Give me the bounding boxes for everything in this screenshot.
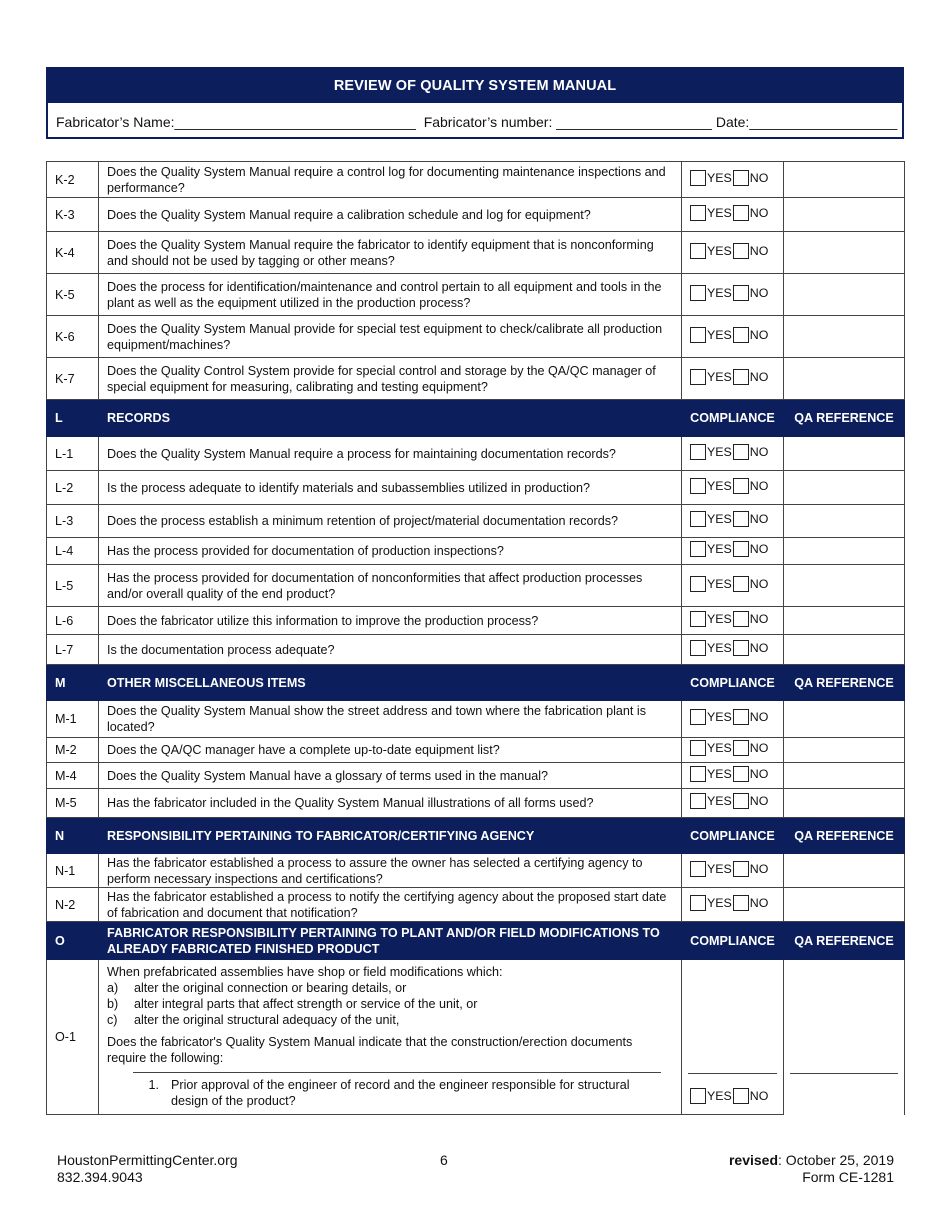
revised-label: revised	[728, 1152, 779, 1168]
list-item: b) alter integral parts that affect strength or service of the unit, or	[107, 997, 478, 1011]
yes-checkbox[interactable]	[690, 611, 706, 627]
no-label: NO	[749, 741, 769, 755]
question-row	[47, 471, 905, 505]
yes-label: YES	[707, 1089, 732, 1103]
question-text: Has the process provided for documentation of nonconformities that affect production processes and/or overall quality of the end product?	[99, 565, 682, 607]
question-row	[47, 198, 905, 232]
qa-reference-header: QA REFERENCE	[784, 818, 905, 854]
no-checkbox[interactable]	[733, 740, 749, 756]
yes-label: YES	[707, 794, 732, 808]
question-code: M-4	[47, 763, 99, 789]
review-table	[46, 161, 905, 1115]
question-code: O-1	[47, 960, 99, 1115]
question-code: L-1	[47, 437, 99, 471]
compliance-cell	[682, 960, 784, 1115]
compliance-cell	[682, 789, 784, 818]
qa-reference-input[interactable]	[784, 854, 905, 888]
compliance-cell	[682, 565, 784, 607]
qa-reference-input[interactable]	[784, 274, 905, 316]
no-label: NO	[749, 1089, 769, 1103]
no-checkbox[interactable]	[733, 327, 749, 343]
no-checkbox[interactable]	[733, 576, 749, 592]
form-number: Form CE-1281	[802, 1169, 894, 1185]
question-text: Does the fabricator utilize this information to improve the production process?	[99, 607, 682, 635]
question-text: Does the Quality System Manual show the street address and town where the fabrication plant is located?	[99, 701, 682, 738]
question-text: Is the documentation process adequate?	[99, 635, 682, 665]
yes-checkbox[interactable]	[690, 285, 706, 301]
compliance-header: COMPLIANCE	[682, 818, 784, 854]
date-field[interactable]: ___________________	[749, 114, 898, 130]
question-row	[47, 635, 905, 665]
no-checkbox[interactable]	[733, 369, 749, 385]
form-title: REVIEW OF QUALITY SYSTEM MANUAL	[48, 69, 902, 103]
yes-label: YES	[707, 542, 732, 556]
compliance-cell	[682, 505, 784, 538]
qa-reference-input[interactable]	[784, 565, 905, 607]
yes-checkbox[interactable]	[690, 327, 706, 343]
question-text: Does the process for identification/maintenance and control pertain to all equipment and tools in the plant as well as the equipment utilized in the production process?	[99, 274, 682, 316]
sub-number: 1.	[148, 1078, 159, 1092]
section-title: RESPONSIBILITY PERTAINING TO FABRICATOR/CERTIFYING AGENCY	[99, 818, 682, 854]
yes-label: YES	[707, 576, 732, 591]
question-row	[47, 274, 905, 316]
fabricator-name-label: Fabricator’s Name:	[56, 114, 175, 130]
qa-reference-input[interactable]	[784, 888, 905, 922]
qa-reference-input[interactable]	[784, 789, 905, 818]
yes-label: YES	[707, 766, 732, 781]
question-code: K-7	[47, 358, 99, 400]
yes-checkbox[interactable]	[690, 541, 706, 557]
compliance-cell	[682, 701, 784, 738]
form-header	[46, 67, 904, 139]
compliance-cell	[682, 162, 784, 198]
footer-website: HoustonPermittingCenter.org	[57, 1152, 238, 1168]
no-label: NO	[749, 710, 769, 724]
compliance-cell	[682, 538, 784, 565]
yes-checkbox[interactable]	[690, 511, 706, 527]
no-label: NO	[749, 611, 769, 626]
question-code: N-1	[47, 854, 99, 888]
question-code: L-6	[47, 607, 99, 635]
yes-checkbox[interactable]	[690, 444, 706, 460]
section-code: O	[47, 922, 99, 960]
question-row	[47, 763, 905, 789]
question-row	[47, 316, 905, 358]
o1-intro: When prefabricated assemblies have shop or field modifications which:	[107, 965, 503, 979]
yes-checkbox[interactable]	[690, 895, 706, 911]
section-title: RECORDS	[99, 400, 682, 437]
question-row	[47, 162, 905, 198]
question-row	[47, 565, 905, 607]
yes-label: YES	[707, 710, 732, 724]
qa-reference-input[interactable]	[784, 538, 905, 565]
compliance-cell	[682, 198, 784, 232]
question-row	[47, 538, 905, 565]
qa-reference-header: QA REFERENCE	[784, 400, 905, 437]
compliance-cell	[682, 635, 784, 665]
compliance-cell	[682, 607, 784, 635]
section-header-row	[47, 922, 905, 960]
compliance-cell	[682, 316, 784, 358]
question-text: Does the Quality Control System provide for special control and storage by the QA/QC manager of special equipment for measuring, calibrating and testing equipment?	[99, 358, 682, 400]
qa-reference-input[interactable]	[784, 198, 905, 232]
yes-label: YES	[707, 369, 732, 384]
no-checkbox[interactable]	[733, 170, 749, 186]
section-header-row	[47, 400, 905, 437]
section-code: L	[47, 400, 99, 437]
yes-label: YES	[707, 861, 732, 876]
question-row	[47, 358, 905, 400]
yes-checkbox[interactable]	[690, 170, 706, 186]
compliance-cell	[682, 854, 784, 888]
yes-label: YES	[707, 512, 732, 526]
no-checkbox[interactable]	[733, 205, 749, 221]
question-row	[47, 888, 905, 922]
no-label: NO	[749, 285, 769, 300]
list-item: c) alter the original structural adequacy of the unit,	[107, 1013, 400, 1027]
yes-checkbox[interactable]	[690, 1088, 706, 1104]
compliance-cell	[682, 738, 784, 763]
section-code: N	[47, 818, 99, 854]
no-label: NO	[749, 895, 769, 910]
yes-checkbox[interactable]	[690, 576, 706, 592]
no-checkbox[interactable]	[733, 611, 749, 627]
yes-label: YES	[707, 170, 732, 185]
yes-label: YES	[707, 327, 732, 342]
question-text: Does the Quality System Manual require a calibration schedule and log for equipment?	[99, 198, 682, 232]
compliance-cell	[682, 232, 784, 274]
qa-reference-input[interactable]	[784, 358, 905, 400]
list-item: a) alter the original connection or bearing details, or	[107, 981, 407, 995]
question-code: M-5	[47, 789, 99, 818]
qa-reference-input[interactable]	[784, 738, 905, 763]
o1-sub-question	[133, 1072, 661, 1114]
question-code: K-4	[47, 232, 99, 274]
question-row	[47, 437, 905, 471]
yes-checkbox[interactable]	[690, 478, 706, 494]
qa-reference-input[interactable]	[784, 505, 905, 538]
footer-right	[729, 1152, 894, 1186]
question-code: L-7	[47, 635, 99, 665]
section-title: FABRICATOR RESPONSIBILITY PERTAINING TO PLANT AND/OR FIELD MODIFICATIONS TO ALREADY FABRICATED FINISHED PRODUCT	[99, 922, 682, 960]
question-text: Does the Quality System Manual provide for special test equipment to check/calibrate all production equipment/machines?	[99, 316, 682, 358]
yes-label: YES	[707, 640, 732, 655]
date-label: Date:	[715, 114, 750, 130]
question-row	[47, 607, 905, 635]
question-text: Has the process provided for documentation of production inspections?	[99, 538, 682, 565]
footer-phone: 832.394.9043	[57, 1169, 143, 1185]
question-row	[47, 701, 905, 738]
yes-checkbox[interactable]	[690, 369, 706, 385]
no-label: NO	[749, 170, 769, 185]
question-row-o1	[47, 960, 905, 1115]
question-code: K-2	[47, 162, 99, 198]
page-number: 6	[440, 1152, 448, 1168]
question-row	[47, 854, 905, 888]
qa-reference-input[interactable]	[784, 162, 905, 198]
no-label: NO	[749, 794, 769, 808]
question-text: Is the process adequate to identify materials and subassemblies utilized in production?	[99, 471, 682, 505]
no-label: NO	[749, 369, 769, 384]
question-code: N-2	[47, 888, 99, 922]
no-checkbox[interactable]	[733, 511, 749, 527]
sub-text: Prior approval of the engineer of record and the engineer responsible for structural design of the product?	[171, 1078, 630, 1108]
no-label: NO	[749, 542, 769, 556]
no-checkbox[interactable]	[733, 1088, 749, 1104]
o1-condition-list	[107, 980, 661, 1028]
question-row	[47, 738, 905, 763]
question-row	[47, 232, 905, 274]
no-label: NO	[749, 444, 769, 459]
question-code: L-2	[47, 471, 99, 505]
yes-checkbox[interactable]	[690, 709, 706, 725]
yes-label: YES	[707, 285, 732, 300]
footer-left	[57, 1152, 238, 1186]
section-header-row	[47, 665, 905, 701]
question-row	[47, 505, 905, 538]
qa-reference-input[interactable]	[784, 437, 905, 471]
no-checkbox[interactable]	[733, 478, 749, 494]
no-checkbox[interactable]	[733, 895, 749, 911]
compliance-header: COMPLIANCE	[682, 400, 784, 437]
question-code: K-5	[47, 274, 99, 316]
question-code: M-1	[47, 701, 99, 738]
no-label: NO	[749, 576, 769, 591]
qa-reference-input[interactable]	[784, 960, 905, 1115]
question-text: Does the Quality System Manual require a process for maintaining documentation records?	[99, 437, 682, 471]
question-text: Does the QA/QC manager have a complete up-to-date equipment list?	[99, 738, 682, 763]
o1-text-cell	[99, 960, 682, 1115]
question-text: Has the fabricator included in the Quality System Manual illustrations of all forms used?	[99, 789, 682, 818]
no-checkbox[interactable]	[733, 243, 749, 259]
question-code: K-3	[47, 198, 99, 232]
yes-checkbox[interactable]	[690, 205, 706, 221]
no-label: NO	[749, 478, 769, 493]
compliance-cell	[682, 888, 784, 922]
yes-checkbox[interactable]	[690, 640, 706, 656]
no-checkbox[interactable]	[733, 444, 749, 460]
yes-label: YES	[707, 611, 732, 626]
question-text: Has the fabricator established a process to assure the owner has selected a certifying agency to perform necessary inspections and certifications?	[99, 854, 682, 888]
no-checkbox[interactable]	[733, 766, 749, 782]
yes-checkbox[interactable]	[690, 793, 706, 809]
yes-label: YES	[707, 205, 732, 220]
fabricator-number-field[interactable]: ____________________	[556, 114, 712, 130]
no-checkbox[interactable]	[733, 793, 749, 809]
question-code: L-4	[47, 538, 99, 565]
yes-label: YES	[707, 478, 732, 493]
compliance-cell	[682, 471, 784, 505]
no-label: NO	[749, 327, 769, 342]
o1-question: Does the fabricator's Quality System Manual indicate that the construction/erection documents require the following:	[107, 1035, 633, 1065]
qa-reference-input[interactable]	[784, 607, 905, 635]
fabricator-name-field[interactable]: _______________________________	[174, 114, 416, 130]
qa-reference-header: QA REFERENCE	[784, 665, 905, 701]
yes-checkbox[interactable]	[690, 243, 706, 259]
compliance-cell	[682, 274, 784, 316]
qa-reference-input[interactable]	[784, 635, 905, 665]
yes-label: YES	[707, 243, 732, 258]
no-label: NO	[749, 640, 769, 655]
yes-label: YES	[707, 444, 732, 459]
question-text: Has the fabricator established a process to notify the certifying agency about the proposed start date of fabrication and document that notification?	[99, 888, 682, 922]
question-text: Does the Quality System Manual require the fabricator to identify equipment that is nonconforming and should not be used by tagging or other means?	[99, 232, 682, 274]
qa-reference-header: QA REFERENCE	[784, 922, 905, 960]
yes-checkbox[interactable]	[690, 861, 706, 877]
section-title: OTHER MISCELLANEOUS ITEMS	[99, 665, 682, 701]
yes-checkbox[interactable]	[690, 766, 706, 782]
question-text: Does the process establish a minimum retention of project/material documentation records?	[99, 505, 682, 538]
no-label: NO	[749, 243, 769, 258]
no-checkbox[interactable]	[733, 285, 749, 301]
no-checkbox[interactable]	[733, 709, 749, 725]
yes-label: YES	[707, 741, 732, 755]
fabricator-number-label: Fabricator’s number:	[423, 114, 553, 130]
no-label: NO	[749, 205, 769, 220]
question-code: K-6	[47, 316, 99, 358]
section-code: M	[47, 665, 99, 701]
no-label: NO	[749, 766, 769, 781]
no-checkbox[interactable]	[733, 861, 749, 877]
qa-reference-input[interactable]	[784, 316, 905, 358]
qa-reference-input[interactable]	[784, 701, 905, 738]
compliance-cell	[682, 763, 784, 789]
section-header-row	[47, 818, 905, 854]
qa-reference-input[interactable]	[784, 763, 905, 789]
question-code: L-3	[47, 505, 99, 538]
question-row	[47, 789, 905, 818]
no-label: NO	[749, 861, 769, 876]
no-checkbox[interactable]	[733, 541, 749, 557]
question-code: L-5	[47, 565, 99, 607]
fabricator-info-line	[56, 114, 897, 130]
compliance-cell	[682, 358, 784, 400]
no-label: NO	[749, 512, 769, 526]
question-code: M-2	[47, 738, 99, 763]
revised-date: : October 25, 2019	[778, 1152, 894, 1168]
question-text: Does the Quality System Manual have a glossary of terms used in the manual?	[99, 763, 682, 789]
question-text: Does the Quality System Manual require a control log for documenting maintenance inspections and performance?	[99, 162, 682, 198]
yes-label: YES	[707, 895, 732, 910]
compliance-cell	[682, 437, 784, 471]
compliance-header: COMPLIANCE	[682, 922, 784, 960]
yes-checkbox[interactable]	[690, 740, 706, 756]
compliance-header: COMPLIANCE	[682, 665, 784, 701]
no-checkbox[interactable]	[733, 640, 749, 656]
qa-reference-input[interactable]	[784, 232, 905, 274]
qa-reference-input[interactable]	[784, 471, 905, 505]
